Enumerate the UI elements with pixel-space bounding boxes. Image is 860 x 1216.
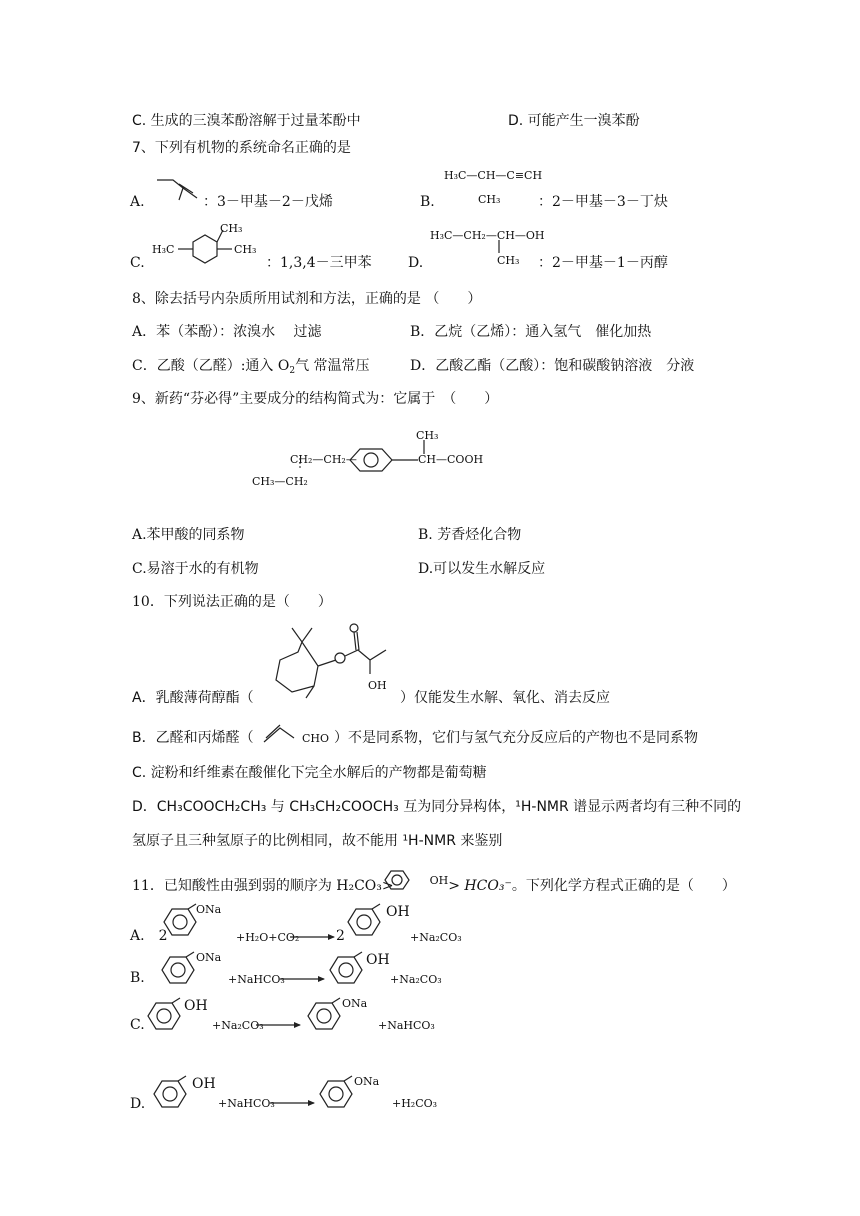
q11-c-arrow: [256, 1020, 304, 1030]
q8-option-c: C．乙酸（乙醛）:通入 $O_2$气 常温常压: [132, 358, 370, 376]
q11-d-reactant-ring: [152, 1076, 192, 1112]
q11-stem: [132, 871, 736, 896]
q7-c-label: C.: [130, 255, 145, 271]
q11-a-product-group: OH: [386, 904, 410, 920]
q11-b-product-group: OH: [366, 952, 390, 968]
q11-a-reactant-group: ONa: [196, 903, 222, 916]
q10-b-suffix: ）不是同系物，它们与氢气充分反应后的产物也不是同系物: [334, 730, 698, 746]
q11-a-product-ring: [346, 904, 386, 940]
q8-stem: 8、除去括号内杂质所用试剂和方法，正确的是 （ ）: [132, 291, 482, 307]
q10-b-prefix: B．乙醛和丙烯醛（: [132, 730, 254, 746]
q11-d-label: D.: [130, 1096, 146, 1112]
q9-option-d: D.可以发生水解反应: [418, 561, 546, 577]
q11-c-label: C.: [130, 1017, 145, 1033]
q11-c-byproduct: +NaHCO₃: [378, 1019, 435, 1032]
q8-option-a: A．苯（苯酚）：浓溴水 过滤: [132, 324, 322, 340]
q11-c-reactant-ring: [146, 998, 186, 1034]
q7-a-label: A.: [130, 194, 145, 210]
q7-c-ch3-right: CH₃: [234, 243, 257, 256]
q10-b-acrolein-structure: [262, 722, 302, 746]
q9-option-c: C.易溶于水的有机物: [132, 561, 259, 577]
q11-b-reactant-group: ONa: [196, 951, 222, 964]
q7-d-struct-line1: H₃C—CH₂—CH—OH: [430, 229, 545, 242]
q7-c-name: ：1,3,4－三甲苯: [266, 255, 372, 271]
q7-stem: 7、下列有机物的系统命名正确的是: [132, 140, 351, 156]
q9-ch3: CH₃: [416, 429, 439, 442]
q11-b-reagents: +NaHCO₃: [228, 973, 285, 986]
q9-option-b: B. 芳香烃化合物: [418, 527, 522, 543]
q11-stem-phenol-ring: [382, 866, 412, 896]
q9-ch3-ch2: CH₃—CH₂: [252, 475, 308, 488]
q11-stem-suffix: 。下列化学方程式正确的是（ ）: [511, 878, 736, 894]
q9-ch-cooh: CH—COOH: [418, 453, 484, 466]
q11-b-label: B.: [130, 970, 145, 986]
q10-option-c: C. 淀粉和纤维素在酸催化下完全水解后的产物都是葡萄糖: [132, 765, 487, 781]
q9-ibuprofen-structure: [290, 436, 430, 480]
q11-c-reactant-group: OH: [184, 998, 208, 1014]
q11-d-product-group: ONa: [354, 1075, 380, 1088]
q7-a-name: ：3－甲基－2－戊烯: [203, 194, 333, 210]
q11-stem-prefix: 11．已知酸性由强到弱的顺序为 H₂CO₃>: [132, 878, 394, 894]
q7-d-label: D.: [408, 255, 424, 271]
q7-b-name: ：2－甲基－3－丁炔: [538, 194, 668, 210]
q11-d-byproduct: +H₂CO₃: [392, 1097, 438, 1110]
q10-a-prefix: A．乳酸薄荷醇酯（: [132, 690, 254, 706]
q10-a-oh: OH: [368, 679, 387, 692]
q7-d-name: ：2－甲基－1－丙醇: [538, 255, 668, 271]
q11-a-arrow: [290, 932, 338, 942]
q7-c-ch3-top: CH₃: [220, 222, 243, 235]
q9-option-a: A.苯甲酸的同系物: [132, 527, 245, 543]
q7-c-h3c-left: H₃C: [152, 243, 175, 256]
q11-d-arrow: [270, 1098, 318, 1108]
q10-option-d-line1: D．CH₃COOCH₂CH₃ 与 CH₃CH₂COOCH₃ 互为同分异构体，¹H-NMR 谱显示两者均有三种不同的: [132, 799, 742, 815]
q11-c-reagents: +Na₂CO₃: [212, 1019, 264, 1032]
q11-b-arrow: [280, 974, 328, 984]
q10-a-suffix: ）仅能发生水解、氧化、消去反应: [400, 690, 610, 706]
q11-a-byproduct: +Na₂CO₃: [410, 931, 462, 944]
q6-option-d: D. 可能产生一溴苯酚: [508, 113, 640, 129]
q9-ch2-upper: CH₂—CH₂—: [290, 453, 357, 466]
q7-d-struct-line2: CH₃: [497, 254, 520, 267]
q11-b-product-ring: [328, 952, 368, 988]
q11-b-reactant-ring: [160, 952, 200, 988]
q7-a-skeletal-structure: [155, 176, 205, 206]
q7-b-struct-line1: H₃C—CH—C≡CH: [444, 169, 543, 182]
q11-stem-phenol-oh: OH: [429, 874, 449, 887]
q11-d-product-ring: [318, 1076, 358, 1112]
q11-d-reactant-group: OH: [192, 1076, 216, 1092]
q11-d-reagents: +NaHCO₃: [218, 1097, 275, 1110]
q6-option-c: C. 生成的三溴苯酚溶解于过量苯酚中: [132, 113, 361, 129]
q10-b-cho: CHO: [302, 732, 330, 745]
q8-option-b: B．乙烷（乙烯）：通入氢气 催化加热: [410, 324, 652, 340]
q11-b-byproduct: +Na₂CO₃: [390, 973, 442, 986]
q11-stem-bicarbonate: > HCO₃⁻: [448, 878, 512, 894]
q11-c-product-ring: [306, 998, 346, 1034]
q11-a-reagents: +H₂O+CO₂: [236, 931, 300, 944]
q7-b-label: B.: [420, 194, 435, 210]
q11-a-label: A. 2: [130, 928, 168, 944]
q11-a-coef2: 2: [336, 928, 345, 944]
q10-stem: 10．下列说法正确的是（ ）: [132, 594, 332, 610]
q11-c-product-group: ONa: [342, 997, 368, 1010]
q8-option-d: D．乙酸乙酯（乙酸）：饱和碳酸钠溶液 分液: [410, 358, 695, 374]
q10-a-menthyl-lactate-structure: [262, 620, 412, 710]
q10-option-d-line2: 氢原子且三种氢原子的比例相同，故不能用 ¹H-NMR 来鉴别: [132, 833, 503, 849]
q7-b-struct-line2: CH₃: [478, 193, 501, 206]
q9-stem: 9、新药“芬必得”主要成分的结构简式为：它属于 （ ）: [132, 391, 499, 407]
